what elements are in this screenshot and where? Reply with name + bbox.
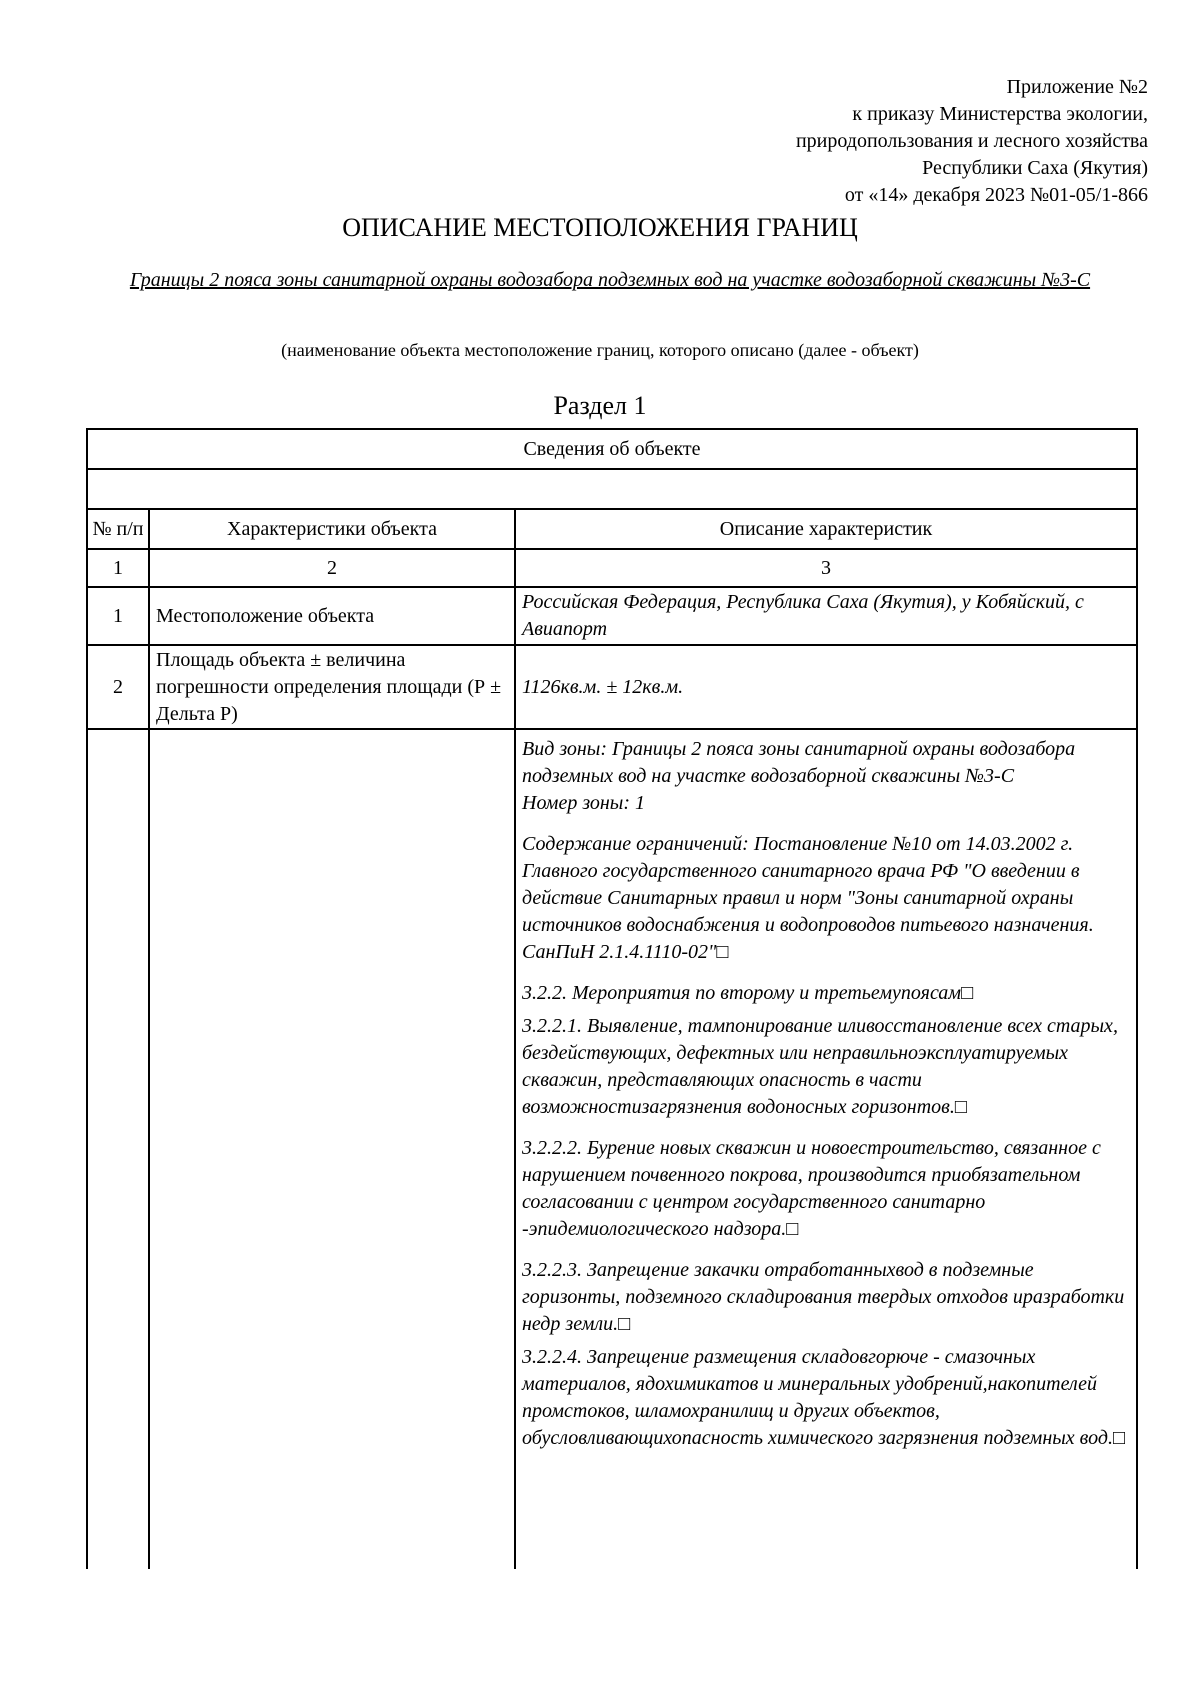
column-number-row [87,549,1137,587]
column-number: 1 [87,549,149,587]
column-header: № п/п [87,509,149,549]
row-number [87,729,149,1569]
description-cell: 1126кв.м. ± 12кв.м. [515,645,1137,729]
appendix-line: от «14» декабря 2023 №01-05/1-866 [844,184,1148,206]
column-header: Описание характеристик [515,509,1137,549]
table-header-row [87,509,1137,549]
clause-3-2-2-2: 3.2.2.2. Бурение новых скважин и новоестроительство, связанное с нарушением почвенного покрова, производится приобязательном согласовании с центром государственного санитарно -эпидемиологического надзора.□ [522,1137,1101,1240]
description-cell [515,729,1137,1569]
section-title: Раздел 1 [553,391,647,420]
column-number: 3 [515,549,1137,587]
zone-type: Вид зоны: Границы 2 пояса зоны санитарной охраны водозабора подземных вод на участке водозаборной скважины №3-С [522,738,1076,787]
table-heading: Сведения об объекте [87,429,1137,469]
object-name: Границы 2 пояса зоны санитарной охраны водозабора подземных вод на участке водозаборной скважины №3-С [129,269,1091,291]
appendix-block [796,74,1148,209]
table-empty-row [87,469,1137,509]
clause-3-2-2-4: 3.2.2.4. Запрещение размещения складовгорюче - смазочных материалов, ядохимикатов и минеральных удобрений,накопителей промстоков, шламохранилищ и других объектов, обусловливающихопасность химического загрязнения подземных вод.□ [522,1346,1126,1449]
document-title: ОПИСАНИЕ МЕСТОПОЛОЖЕНИЯ ГРАНИЦ [342,213,858,242]
appendix-line: природопользования и лесного хозяйства [795,130,1148,152]
table-row [87,729,1137,1569]
table-row [87,645,1137,729]
appendix-line: Республики Саха (Якутия) [922,157,1148,179]
appendix-line: к приказу Министерства экологии, [852,103,1148,125]
clause-3-2-2: 3.2.2. Мероприятия по второму и третьемупоясам□ [522,982,974,1004]
column-number: 2 [149,549,515,587]
row-number: 2 [87,645,149,729]
empty-cell [87,469,1137,509]
clause-3-2-2-3: 3.2.2.3. Запрещение закачки отработанныхвод в подземные горизонты, подземного складирования твердых отходов иразработки недр земли.□ [522,1259,1125,1335]
characteristic-cell: Местоположение объекта [149,587,515,645]
clause-3-2-2-1: 3.2.2.1. Выявление, тампонирование иливосстановление всех старых, бездействующих, дефектных или неправильноэксплуатируемых скважин, представляющих опасность в части возможностизагрязнения водоносных горизонтов.□ [522,1015,1118,1118]
description-cell: Российская Федерация, Республика Саха (Якутия), у Кобяйский, с Авиапорт [515,587,1137,645]
object-name-caption: (наименование объекта местоположение границ, которого описано (далее - объект) [281,340,919,360]
zone-number: Номер зоны: 1 [522,792,645,814]
row-number: 1 [87,587,149,645]
object-info-table [86,428,1138,1569]
column-header: Характеристики объекта [149,509,515,549]
characteristic-cell [149,729,515,1569]
appendix-line: Приложение №2 [1006,76,1148,98]
characteristic-cell: Площадь объекта ± величина погрешности определения площади (Р ± Дельта Р) [149,645,515,729]
restrictions-text: Содержание ограничений: Постановление №10 от 14.03.2002 г. Главного государственного санитарного врача РФ "О введении в действие Санитарных правил и норм "Зоны санитарной охраны источников водоснабжения и водопроводов питьевого назначения. СанПиН 2.1.4.1110-02"□ [522,833,1094,963]
table-heading-row [87,429,1137,469]
table-row [87,587,1137,645]
